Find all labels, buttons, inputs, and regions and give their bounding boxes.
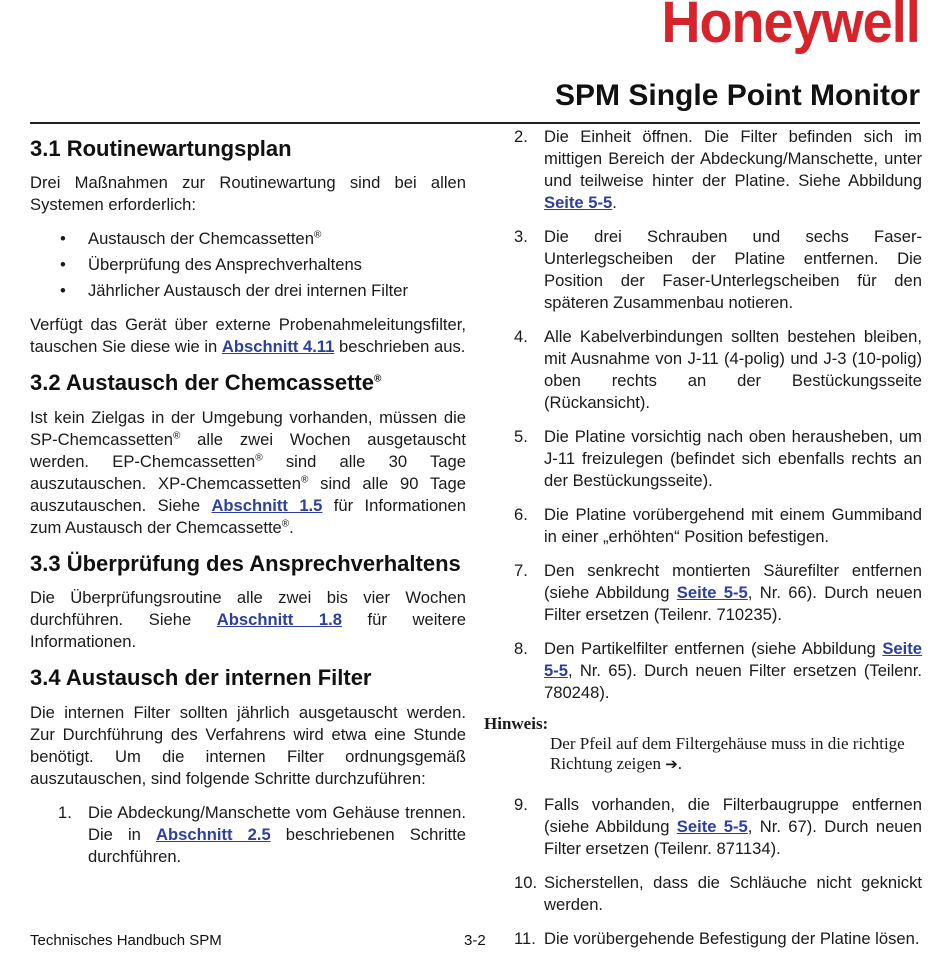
registered-mark: ®: [374, 374, 382, 386]
step-number: 3.: [514, 227, 528, 246]
section-3-3-heading: 3.3 Überprüfung des Ansprechverhaltens: [30, 550, 461, 576]
step-item: [514, 226, 922, 314]
step-item: [514, 560, 922, 626]
text-run: Die Platine vorübergehend mit einem Gummiband in einer „erhöhten“ Position befestigen.: [544, 505, 922, 546]
text-run: .: [677, 754, 683, 773]
text-run: .: [612, 193, 617, 212]
registered-mark: ®: [281, 518, 290, 530]
step-item: [514, 794, 922, 860]
text-run: beschrieben aus.: [334, 337, 466, 357]
filter-steps-right: [514, 126, 922, 704]
text-run: Die Abdeckung/Manschette vom Gehäuse trennen. Die in: [88, 802, 466, 844]
text-run: , Nr. 65). Durch neuen Filter ersetzen (Teilenr. 780248).: [544, 661, 922, 702]
link-seite-5-5[interactable]: Seite 5-5: [676, 583, 748, 602]
left-column: [30, 126, 466, 880]
step-number: 6.: [514, 505, 528, 524]
section-3-1-heading: 3.1 Routinewartungsplan: [30, 136, 292, 161]
text-run: sind alle 90 Tage auszutauschen. Siehe: [30, 473, 466, 515]
step-item: [514, 504, 922, 548]
text-run: , Nr. 67). Durch neuen Filter ersetzen (Teilenr. 871134).: [544, 817, 922, 858]
section-3-4-para: Die internen Filter sollten jährlich ausgetauscht werden. Zur Durchführung des Verfahrens wird etwa eine Stunde benötigt. Um die internen Filter ordnungsgemäß auszutauschen, sind folgende Schritte durchzuführen:: [30, 702, 466, 788]
note-label: Hinweis:: [484, 714, 549, 733]
footer-page-number: 3-2: [464, 932, 486, 949]
section-3-2-para: [30, 407, 466, 539]
step-item: [514, 426, 922, 492]
step-number: 2.: [514, 127, 528, 146]
text-run: Die vorübergehende Befestigung der Platine lösen.: [544, 929, 920, 948]
step-number: 1.: [58, 802, 72, 822]
registered-mark: ®: [172, 430, 181, 442]
link-seite-5-5[interactable]: Seite 5-5: [544, 639, 922, 680]
link-seite-5-5[interactable]: Seite 5-5: [676, 817, 748, 836]
step-item: [514, 928, 922, 950]
page-footer: [30, 932, 500, 950]
text-run: Die drei Schrauben und sechs Faser-Unterlegscheiben der Platine entfernen. Die Position der Faser-Unterlegscheiben für den späteren Zusammenbau notieren.: [544, 227, 922, 312]
step-item: [514, 126, 922, 214]
text-run: Der Pfeil auf dem Filtergehäuse muss in die richtige Richtung zeigen: [550, 734, 905, 773]
link-abschnitt-1-5[interactable]: Abschnitt 1.5: [211, 495, 323, 515]
right-column: [484, 126, 922, 962]
step-number: 11.: [514, 929, 536, 948]
link-abschnitt-4-11[interactable]: Abschnitt 4.11: [221, 337, 335, 357]
text-run: für Informationen zum Austausch der Chemcassette: [30, 495, 466, 537]
link-abschnitt-1-8[interactable]: Abschnitt 1.8: [216, 610, 342, 630]
list-item: [30, 254, 466, 276]
text-run: , Nr. 66). Durch neuen Filter ersetzen (Teilenr. 710235).: [544, 583, 922, 624]
document-title: SPM Single Point Monitor: [555, 79, 920, 112]
step-number: 7.: [514, 561, 528, 580]
bullet-icon: •: [60, 255, 66, 275]
text-run: Die Platine vorsichtig nach oben herausheben, um J-11 freizulegen (befindet sich ebenfalls rechts an der Bestückungsseite).: [544, 427, 922, 490]
registered-mark: ®: [301, 474, 309, 486]
step-number: 9.: [514, 795, 528, 814]
note-text: [484, 734, 922, 774]
section-3-1-para2: [30, 314, 466, 358]
filter-steps-left: [30, 802, 466, 868]
filter-steps-right-cont: [514, 794, 922, 950]
section-3-3-para: [30, 587, 466, 653]
text-run: beschriebenen Schritte durchführen.: [88, 824, 466, 866]
text-run: alle zwei Wochen ausgetauscht werden. EP-Chemcassetten: [30, 429, 466, 471]
list-item-text: Jährlicher Austausch der drei internen Filter: [88, 281, 409, 301]
honeywell-logo: Honeywell: [661, 0, 920, 55]
note-box: [484, 714, 922, 774]
text-run: Alle Kabelverbindungen sollten bestehen bleiben, mit Ausnahme von J-11 (4-polig) und J-3 (10-polig) oben rechts an der Bestückungsseite (Rückansicht).: [544, 327, 922, 412]
heading-text: 3.2 Austausch der Chemcassette: [30, 370, 374, 396]
text-run: Den senkrecht montierten Säurefilter entfernen (siehe Abbildung: [544, 561, 922, 602]
section-3-2-heading: [30, 370, 466, 396]
bullet-icon: •: [60, 229, 66, 249]
text-run: Die Überprüfungsroutine alle zwei bis vier Wochen durchführen. Siehe: [30, 588, 466, 630]
list-item-text: Austausch der Chemcassetten: [88, 229, 314, 249]
step-item: [514, 638, 922, 704]
header-rule: [30, 122, 920, 124]
registered-mark: ®: [255, 452, 263, 464]
text-run: Die Einheit öffnen. Die Filter befinden sich im mittigen Bereich der Abdeckung/Manschette, unter und teilweise hinter der Platine. Siehe Abbildung: [544, 127, 922, 190]
text-run: Den Partikelfilter entfernen (siehe Abbildung: [544, 639, 883, 658]
registered-mark: ®: [313, 229, 322, 241]
link-seite-5-5[interactable]: Seite 5-5: [544, 193, 613, 212]
text-run: Falls vorhanden, die Filterbaugruppe entfernen (siehe Abbildung: [544, 795, 922, 836]
step-number: 5.: [514, 427, 528, 446]
text-run: sind alle 30 Tage auszutauschen. XP-Chemcassetten: [30, 451, 466, 493]
link-abschnitt-2-5[interactable]: Abschnitt 2.5: [156, 824, 271, 844]
text-run: Verfügt das Gerät über externe Probenahmeleitungsfilter, tauschen Sie diese wie in: [30, 315, 466, 357]
text-run: .: [289, 517, 294, 537]
footer-manual-title: Technisches Handbuch SPM: [30, 932, 222, 949]
maintenance-list: [30, 228, 466, 302]
list-item: [30, 280, 466, 302]
section-3-4-heading: 3.4 Austausch der internen Filter: [30, 665, 372, 691]
arrow-right-icon: ➔: [665, 755, 678, 773]
text-run: für weitere Informationen.: [30, 610, 466, 652]
list-item-text: Überprüfung des Ansprechverhaltens: [88, 255, 362, 275]
list-item: [30, 228, 466, 250]
text-run: Ist kein Zielgas in der Umgebung vorhanden, müssen die SP-Chemcassetten: [30, 407, 466, 449]
bullet-icon: •: [60, 281, 66, 301]
step-item: [30, 802, 466, 868]
section-3-1-intro: Drei Maßnahmen zur Routinewartung sind bei allen Systemen erforderlich:: [30, 173, 466, 215]
step-item: [514, 326, 922, 414]
step-item: [514, 872, 922, 916]
step-number: 4.: [514, 327, 528, 346]
step-number: 8.: [514, 639, 528, 658]
text-run: Sicherstellen, dass die Schläuche nicht geknickt werden.: [544, 873, 922, 914]
step-number: 10.: [514, 873, 538, 892]
